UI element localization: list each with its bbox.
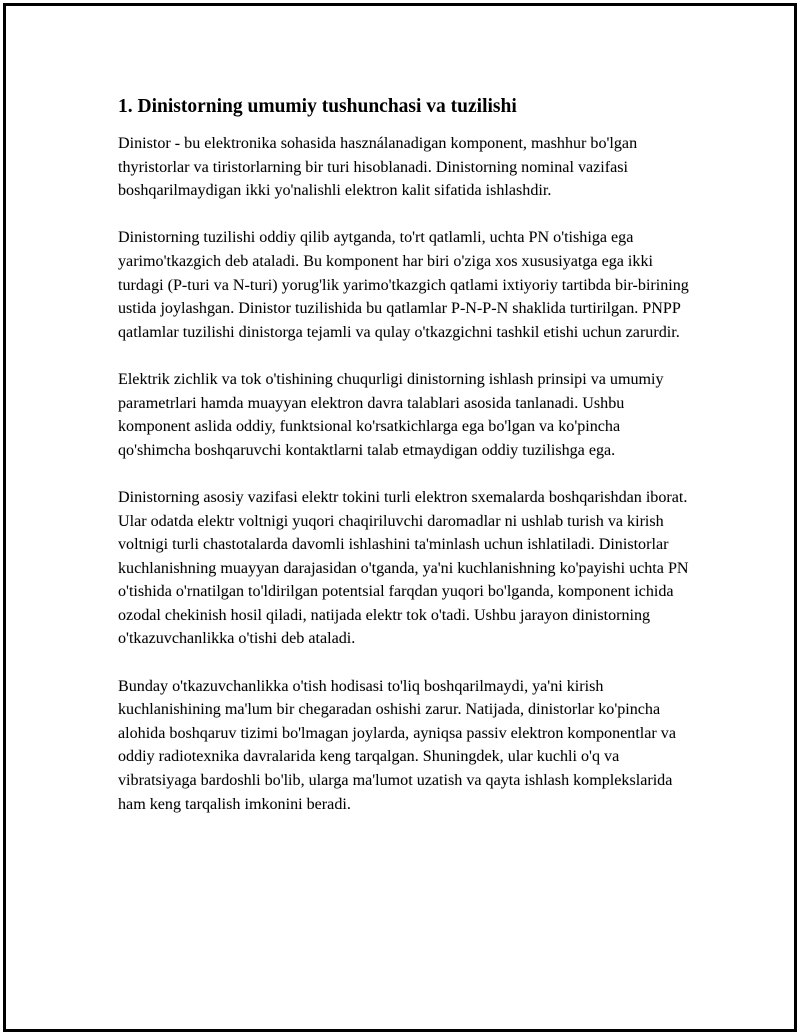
paragraph-1: Dinistor - bu elektronika sohasida használanadigan komponent, mashhur bo'lgan thyristorlar va tiristorlarning bir turi hisoblanadi. Dinistorning nominal vazifasi boshqarilmaydigan ikki yo'nalishli elektron kalit sifatida ishlashdir. xyxy=(118,135,638,200)
document-body xyxy=(118,94,693,840)
paragraph-5: Bunday o'tkazuvchanlikka o'tish hodisasi to'liq boshqarilmaydi, ya'ni kirish kuchlanishining ma'lum bir chegaradan oshishi zarur. Natijada, dinistorlar ko'pincha alohida boshqaruv tizimi bo'lmagan joylarda, ayniqsa passiv elektron komponentlar va oddiy radiotexnika davralarida keng tarqalgan. Shuningdek, ular kuchli o'q va vibratsiyaga bardoshli bo'lib, ularga ma'lumot uzatish va qayta ishlash komplekslarida ham keng tarqalish imkonini beradi. xyxy=(118,677,676,813)
section-heading: 1. Dinistorning umumiy tushunchasi va tuzilishi xyxy=(118,96,517,117)
paragraph-2: Dinistorning tuzilishi oddiy qilib aytganda, to'rt qatlamli, uchta PN o'tishiga ega yarimo'tkazgich deb ataladi. Bu komponent har biri o'ziga xos xususiyatga ega ikki turdagi (P-turi va N-turi) yorug'lik yarimo'tkazgich qatlami ixtiyoriy tartibda bir-birining ustida joylashgan. Dinistor tuzilishida bu qatlamlar P-N-P-N shaklida turtirilgan. PNPP qatlamlar tuzilishi dinistorga tejamli va qulay o'tkazgichni tashkil etishi uchun zarurdir. xyxy=(118,229,689,341)
paragraph-3: Elektrik zichlik va tok o'tishining chuqurligi dinistorning ishlash prinsipi va umumiy parametrlari hamda muayyan elektron davra talablari asosida tanlanadi. Ushbu komponent aslida oddiy, funktsional ko'rsatkichlarga ega bo'lgan va ko'pincha qo'shimcha boshqaruvchi kontaktlarni talab etmaydigan oddiy tuzilishga ega. xyxy=(118,370,664,459)
paragraph-4: Dinistorning asosiy vazifasi elektr tokini turli elektron sxemalarda boshqarishdan iborat. Ular odatda elektr voltnigi yuqori chaqiriluvchi daromadlar ni ushlab turish va kirish voltnigi turli chastotalarda davomli ishlashini ta'minlash uchun ishlatiladi. Dinistorlar kuchlanishning muayyan darajasidan o'tganda, ya'ni kuchlanishning ko'payishi uchta PN o'tishida o'rnatilgan to'ldirilgan potentsial farqdan yuqori bo'lganda, komponent ichida ozodal chekinish hosil qiladi, natijada elektr tok o'tadi. Ushbu jarayon dinistorning o'tkazuvchanlikka o'tishi deb ataladi. xyxy=(118,488,689,648)
